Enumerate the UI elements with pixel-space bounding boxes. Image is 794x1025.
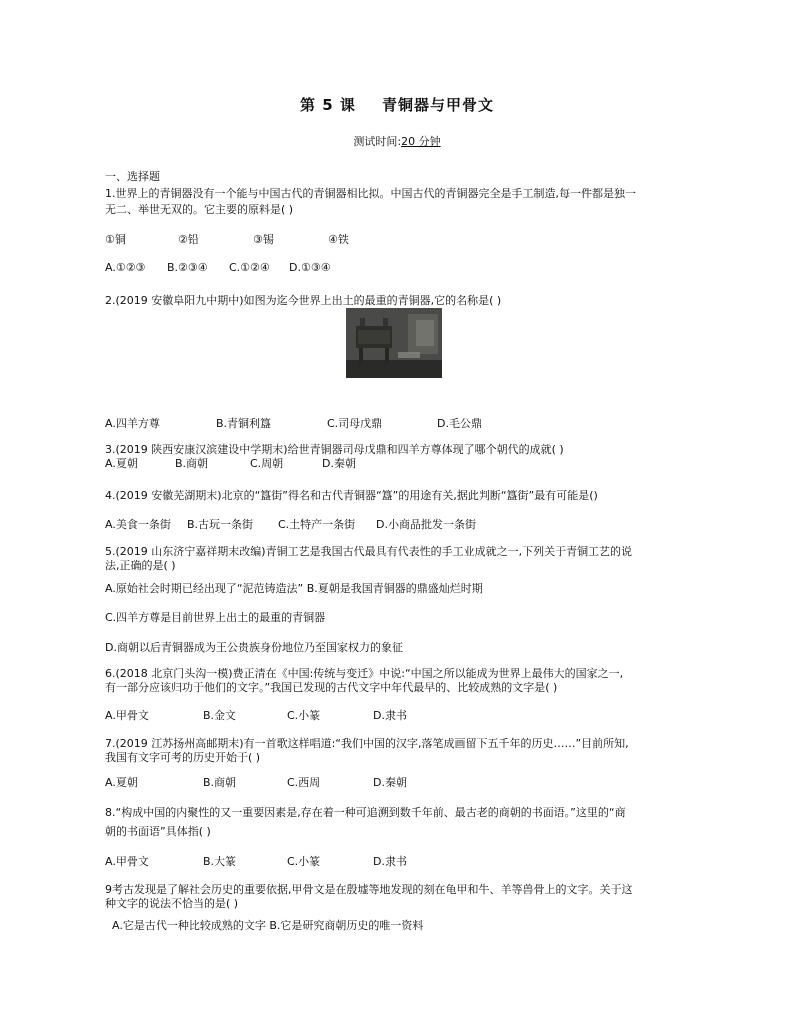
q8-option-a[interactable]: A.甲骨文	[105, 855, 149, 868]
test-time-value: 20 分钟	[401, 135, 441, 148]
q8-option-b[interactable]: B.大篆	[203, 855, 237, 868]
q6-options	[105, 709, 407, 723]
q2-option-c[interactable]: C.司母戊鼎	[327, 417, 383, 430]
q4-option-c[interactable]: C.土特产一条街	[278, 518, 356, 531]
q3-option-d[interactable]: D.秦朝	[322, 457, 356, 470]
q7-stem-line2: 我国有文字可考的历史开始于( )	[105, 751, 261, 764]
lesson-name: 青铜器与甲骨文	[381, 96, 494, 114]
q1-item-3: ③锡	[253, 233, 274, 246]
lesson-number: 第 5 课	[300, 96, 356, 114]
q8-stem-line2: 朝的书面语”具体指( )	[105, 825, 211, 838]
bronze-ding-photo	[346, 308, 442, 378]
q4-option-d[interactable]: D.小商品批发一条街	[376, 518, 476, 531]
q7-options	[105, 776, 407, 790]
q1-option-d[interactable]: D.①③④	[289, 261, 331, 274]
q2-option-b[interactable]: B.青铜利簋	[216, 417, 272, 430]
q6-option-c[interactable]: C.小篆	[287, 709, 321, 722]
q6-stem-line1: 6.(2018 北京门头沟一模)费正清在《中国:传统与变迁》中说:“中国之所以能成为世界上最伟大的国家之一,	[105, 667, 624, 680]
q9-stem-line1: 9考古发现是了解社会历史的重要依据,甲骨文是在殷墟等地发现的刻在龟甲和牛、羊等兽骨上的文字。关于这	[105, 883, 633, 896]
q1-stem-line2: 无二、举世无双的。它主要的原料是( )	[105, 203, 294, 216]
q8-stem-line1: 8.“构成中国的内聚性的又一重要因素是,存在着一种可追溯到数千年前、最古老的商朝的书面语。”这里的“商	[105, 806, 626, 819]
q6-option-d[interactable]: D.隶书	[373, 709, 407, 722]
q7-option-b[interactable]: B.商朝	[203, 776, 237, 789]
q2-option-d[interactable]: D.毛公鼎	[437, 417, 482, 430]
q5-stem-line1: 5.(2019 山东济宁嘉祥期末改编)青铜工艺是我国古代最具有代表性的手工业成就之一,下列关于青铜工艺的说	[105, 545, 633, 558]
q5-option-d[interactable]: D.商朝以后青铜器成为王公贵族身份地位乃至国家权力的象征	[105, 641, 403, 654]
bronze-ding-illustration	[346, 308, 442, 378]
q6-option-b[interactable]: B.金文	[203, 709, 237, 722]
test-time-label: 测试时间:	[353, 135, 402, 148]
test-time	[0, 133, 794, 149]
q3-options	[105, 457, 356, 471]
q7-stem-line1: 7.(2019 江苏扬州高邮期末)有一首歌这样唱道:“我们中国的汉字,落笔成画留下五千年的历史……”目前所知,	[105, 737, 629, 750]
q5-option-ab[interactable]: A.原始社会时期已经出现了“泥范铸造法” B.夏朝是我国青铜器的鼎盛灿烂时期	[105, 582, 483, 595]
q3-stem: 3.(2019 陕西安康汉滨建设中学期末)给世青铜器司母戊鼎和四羊方尊体现了哪个朝代的成就( )	[105, 443, 564, 456]
q7-option-c[interactable]: C.西周	[287, 776, 321, 789]
q4-stem: 4.(2019 安徽芜湖期末)北京的“簋街”得名和古代青铜器“簋”的用途有关,据此判断“簋街”最有可能是()	[105, 489, 598, 502]
q1-option-c[interactable]: C.①②④	[229, 261, 270, 274]
q6-stem-line2: 有一部分应该归功于他们的文字。”我国已发现的古代文字中年代最早的、比较成熟的文字是( )	[105, 681, 558, 694]
q7-option-d[interactable]: D.秦朝	[373, 776, 407, 789]
q3-option-a[interactable]: A.夏朝	[105, 457, 138, 470]
q1-item-2: ②铅	[178, 233, 199, 246]
q7-option-a[interactable]: A.夏朝	[105, 776, 138, 789]
q4-options	[105, 518, 476, 532]
q2-option-a[interactable]: A.四羊方尊	[105, 417, 160, 430]
q1-option-b[interactable]: B.②③④	[167, 261, 208, 274]
q5-stem-line2: 法,正确的是( )	[105, 559, 176, 572]
q4-option-a[interactable]: A.美食一条街	[105, 518, 171, 531]
q8-options	[105, 855, 407, 869]
q8-option-c[interactable]: C.小篆	[287, 855, 321, 868]
q3-option-c[interactable]: C.周朝	[250, 457, 284, 470]
page-title	[0, 94, 794, 115]
q6-option-a[interactable]: A.甲骨文	[105, 709, 149, 722]
q1-item-1: ①铜	[105, 233, 126, 246]
q5-option-c[interactable]: C.四羊方尊是目前世界上出土的最重的青铜器	[105, 611, 326, 624]
q9-option-ab[interactable]: A.它是古代一种比较成熟的文字 B.它是研究商朝历史的唯一资料	[112, 919, 424, 932]
q2-stem: 2.(2019 安徽阜阳九中期中)如图为迄今世界上出土的最重的青铜器,它的名称是( )	[105, 294, 502, 307]
q2-options	[105, 417, 482, 431]
q1-options	[105, 261, 331, 275]
q1-option-a[interactable]: A.①②③	[105, 261, 146, 274]
q4-option-b[interactable]: B.古玩一条街	[187, 518, 254, 531]
q9-stem-line2: 种文字的说法不恰当的是( )	[105, 897, 239, 910]
q1-item-4: ④铁	[328, 233, 349, 246]
q3-option-b[interactable]: B.商朝	[175, 457, 209, 470]
q1-stem-line1: 1.世界上的青铜器没有一个能与中国古代的青铜器相比拟。中国古代的青铜器完全是手工制造,每一件都是独一	[105, 187, 636, 200]
q1-items	[105, 233, 349, 247]
section-heading: 一、选择题	[105, 170, 160, 183]
q8-option-d[interactable]: D.隶书	[373, 855, 407, 868]
